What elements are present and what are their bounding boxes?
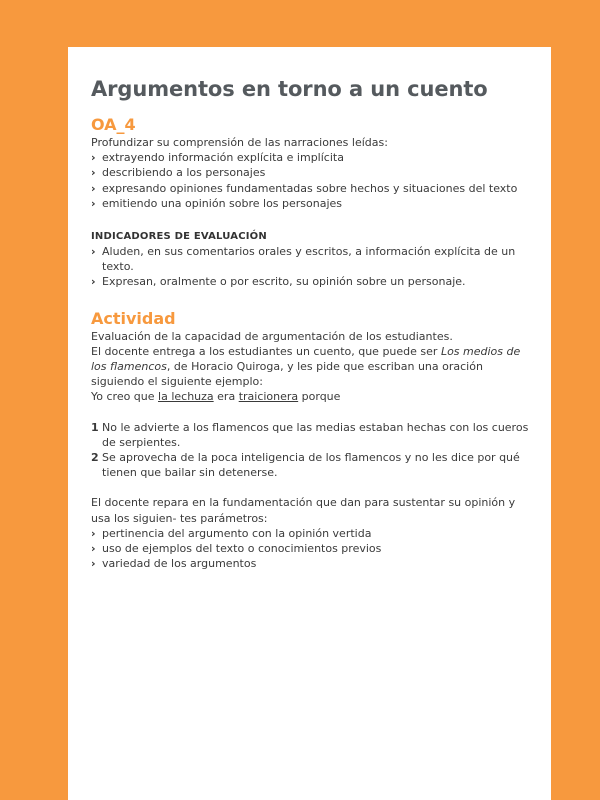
reason-number: 2 [91, 451, 99, 465]
example-trait: traicionera [238, 390, 299, 404]
parameter-item [91, 541, 531, 556]
reason-item [91, 420, 531, 450]
example-sentence [91, 389, 531, 404]
chevron-right-icon: › [91, 151, 96, 165]
chevron-right-icon: › [91, 181, 96, 195]
objective-item [91, 165, 531, 180]
example-subject: la lechuza [158, 390, 214, 404]
chevron-right-icon: › [91, 196, 96, 210]
parameter-item-text: uso de ejemplos del texto o conocimientos previos [102, 542, 382, 556]
objective-item-text: emitiendo una opinión sobre los personajes [102, 196, 343, 210]
document-page [68, 47, 551, 800]
reason-text: No le advierte a los flamencos que las medias estaban hechas con los cueros de serpientes. [102, 420, 529, 449]
instructions-text-start: El docente entrega a los estudiantes un cuento, que puede ser [91, 344, 441, 358]
parameter-item-text: pertinencia del argumento con la opinión vertida [102, 526, 372, 540]
objective-item-text: describiendo a los personajes [102, 166, 266, 180]
chevron-right-icon: › [91, 526, 96, 540]
activity-heading: Actividad [91, 308, 176, 328]
closing-paragraph: El docente repara en la fundamentación que dan para sustentar su opinión y usa los siguien- tes parámetros: [91, 496, 516, 525]
parameters-list [91, 526, 531, 572]
reason-item [91, 450, 531, 480]
chevron-right-icon: › [91, 557, 96, 571]
example-reasons-list [91, 420, 531, 481]
indicators-list [91, 244, 531, 290]
chevron-right-icon: › [91, 275, 96, 289]
objective-item-text: extrayendo información explícita e implícita [102, 151, 344, 165]
parameter-item [91, 526, 531, 541]
reason-number: 1 [91, 420, 99, 434]
indicator-item [91, 274, 531, 289]
example-part-3: porque [298, 390, 341, 404]
chevron-right-icon: › [91, 245, 96, 259]
objective-item [91, 150, 531, 165]
objective-list [91, 150, 531, 211]
indicator-item [91, 244, 531, 274]
chevron-right-icon: › [91, 166, 96, 180]
story-title: Los medios de los flamencos [91, 344, 521, 374]
objective-intro: Profundizar su comprensión de las narraciones leídas: [91, 136, 388, 149]
parameter-item-text: variedad de los argumentos [102, 557, 257, 571]
page-content [91, 75, 531, 571]
instructions-text-end: , de Horacio Quiroga, y les pide que escriban una oración siguiendo el siguiente ejemplo: [91, 360, 483, 389]
page-title: Argumentos en torno a un cuento [91, 77, 488, 101]
objective-item [91, 196, 531, 211]
objective-item-text: expresando opiniones fundamentadas sobre hechos y situaciones del texto [102, 181, 518, 195]
parameter-item [91, 556, 531, 571]
reason-text: Se aprovecha de la poca inteligencia de los flamencos y no les dice por qué tienen que bailar sin detenerse. [102, 451, 520, 480]
example-part-1: Yo creo que [91, 390, 159, 404]
chevron-right-icon: › [91, 542, 96, 556]
indicator-item-text: Aluden, en sus comentarios orales y escritos, a información explícita de un texto. [102, 245, 516, 274]
objective-item [91, 181, 531, 196]
activity-instructions [91, 344, 531, 390]
indicator-item-text: Expresan, oralmente o por escrito, su opinión sobre un personaje. [102, 275, 466, 289]
indicators-heading: INDICADORES DE EVALUACIÓN [91, 231, 267, 243]
objective-code: OA_4 [91, 115, 136, 134]
activity-description: Evaluación de la capacidad de argumentación de los estudiantes. [91, 329, 453, 343]
example-part-2: era [213, 390, 239, 404]
